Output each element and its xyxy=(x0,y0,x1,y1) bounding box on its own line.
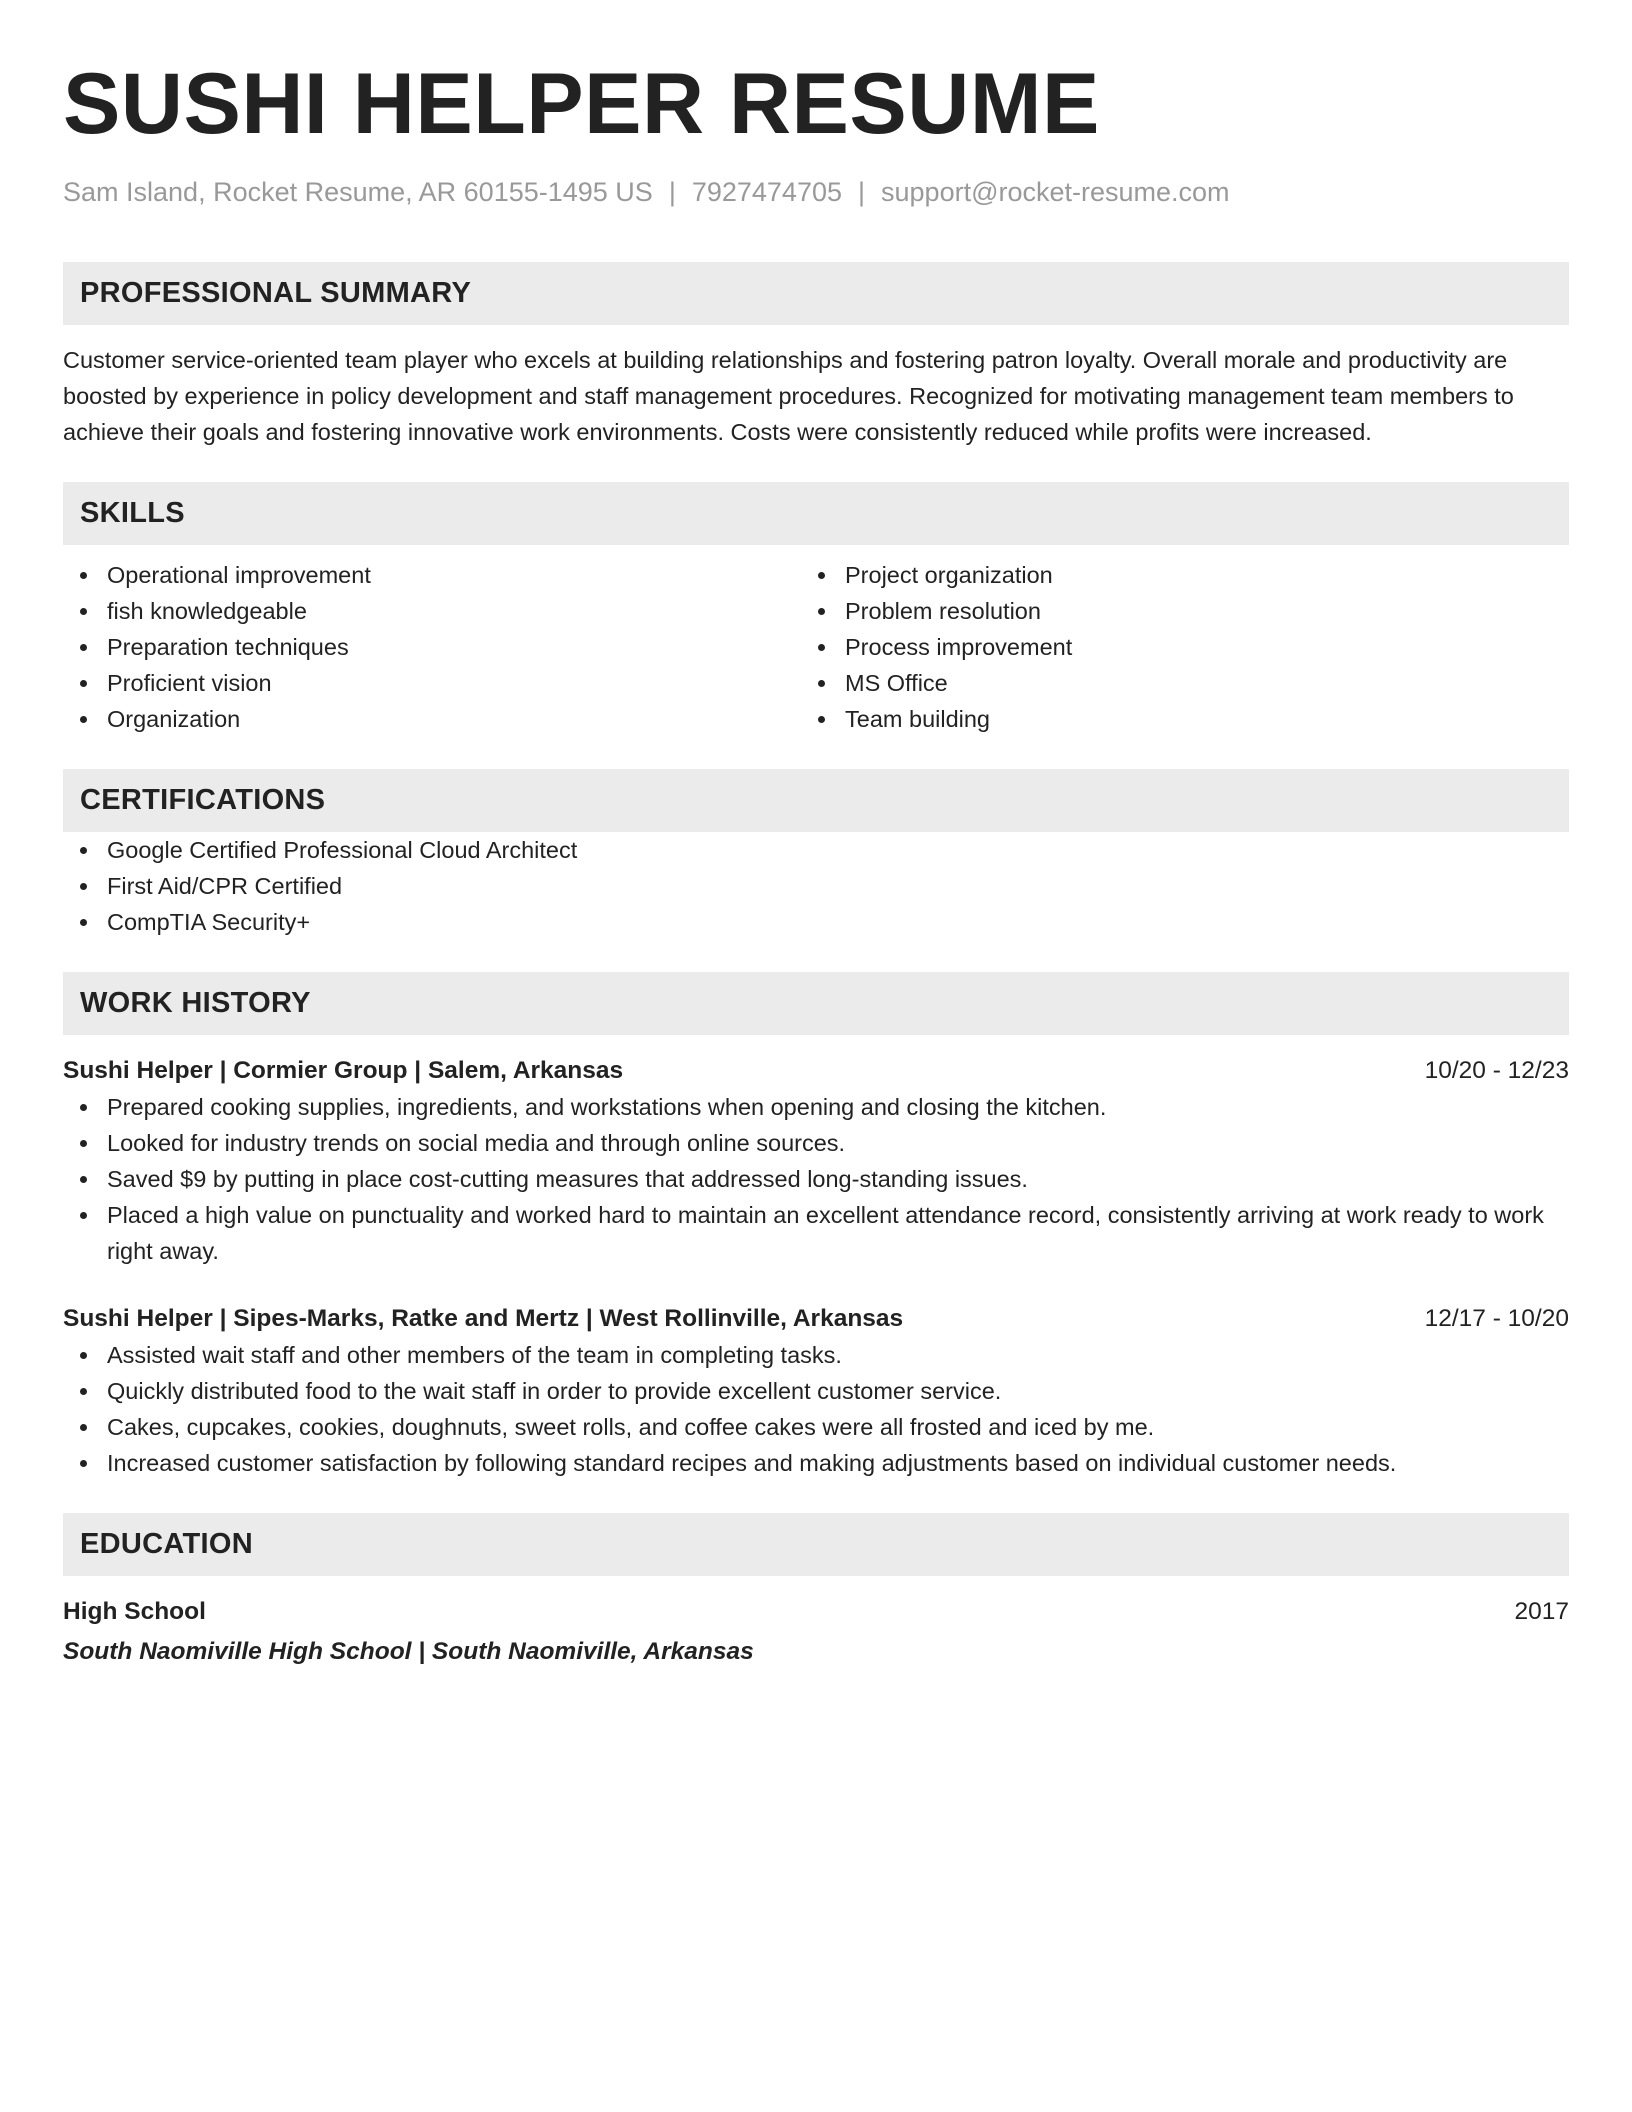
skill-item: Process improvement xyxy=(801,629,1539,665)
certifications-list xyxy=(63,832,1569,940)
section-header-work-history: WORK HISTORY xyxy=(63,972,1569,1035)
job-bullets xyxy=(63,1337,1569,1481)
skill-item: Problem resolution xyxy=(801,593,1539,629)
skills-column-left xyxy=(63,557,801,737)
skills-column-right xyxy=(801,557,1539,737)
job-dates: 10/20 - 12/23 xyxy=(1424,1057,1569,1084)
job-title: Sushi Helper | Sipes-Marks, Ratke and Mertz | West Rollinville, Arkansas xyxy=(63,1305,904,1332)
contact-separator: | xyxy=(668,177,676,207)
education-header xyxy=(63,1594,1569,1630)
education-year: 2017 xyxy=(1514,1598,1569,1625)
education-degree: High School xyxy=(63,1598,206,1625)
job-bullet: Placed a high value on punctuality and worked hard to maintain an excellent attendance record, consistently arriving at work ready to work right away. xyxy=(63,1197,1569,1269)
skill-item: fish knowledgeable xyxy=(63,593,801,629)
section-header-summary: PROFESSIONAL SUMMARY xyxy=(63,262,1569,325)
skills-list xyxy=(63,557,1569,737)
job-header xyxy=(63,1053,1569,1089)
job-header xyxy=(63,1301,1569,1337)
job-bullets xyxy=(63,1089,1569,1269)
job-bullet: Increased customer satisfaction by following standard recipes and making adjustments based on individual customer needs. xyxy=(63,1445,1569,1481)
section-header-education: EDUCATION xyxy=(63,1513,1569,1576)
skill-item: Project organization xyxy=(801,557,1539,593)
skill-item: Preparation techniques xyxy=(63,629,801,665)
section-header-certifications: CERTIFICATIONS xyxy=(63,769,1569,832)
job-bullet: Looked for industry trends on social media and through online sources. xyxy=(63,1125,1569,1161)
job-bullet: Prepared cooking supplies, ingredients, and workstations when opening and closing the kitchen. xyxy=(63,1089,1569,1125)
job-entry xyxy=(63,1301,1569,1481)
job-dates: 12/17 - 10/20 xyxy=(1424,1305,1569,1332)
skill-item: Operational improvement xyxy=(63,557,801,593)
job-bullet: Cakes, cupcakes, cookies, doughnuts, sweet rolls, and coffee cakes were all frosted and iced by me. xyxy=(63,1409,1569,1445)
contact-line xyxy=(63,174,1569,210)
job-bullet: Saved $9 by putting in place cost-cutting measures that addressed long-standing issues. xyxy=(63,1161,1569,1197)
job-bullet: Quickly distributed food to the wait staff in order to provide excellent customer service. xyxy=(63,1373,1569,1409)
skill-item: MS Office xyxy=(801,665,1539,701)
skill-item: Team building xyxy=(801,701,1539,737)
education-school: South Naomiville High School | South Naomiville, Arkansas xyxy=(63,1638,754,1665)
contact-separator: | xyxy=(858,177,866,207)
certification-item: Google Certified Professional Cloud Architect xyxy=(63,832,1569,868)
certification-item: First Aid/CPR Certified xyxy=(63,868,1569,904)
summary-text: Customer service-oriented team player who excels at building relationships and fostering patron loyalty. Overall morale and productivity are boosted by experience in policy development and staff management procedures. Recognized for motivating management team members to achieve their goals and fostering innovative work environments. Costs were consistently reduced while profits were increased. xyxy=(63,347,1514,445)
job-bullet: Assisted wait staff and other members of the team in completing tasks. xyxy=(63,1337,1569,1373)
skill-item: Proficient vision xyxy=(63,665,801,701)
job-entry xyxy=(63,1053,1569,1269)
contact-email: support@rocket-resume.com xyxy=(881,177,1230,207)
contact-phone: 7927474705 xyxy=(691,177,842,207)
contact-address: Sam Island, Rocket Resume, AR 60155-1495 US xyxy=(63,177,653,207)
job-title: Sushi Helper | Cormier Group | Salem, Arkansas xyxy=(63,1057,624,1084)
certification-item: CompTIA Security+ xyxy=(63,904,1569,940)
resume-title: SUSHI HELPER RESUME xyxy=(63,56,1100,152)
skill-item: Organization xyxy=(63,701,801,737)
section-header-skills: SKILLS xyxy=(63,482,1569,545)
